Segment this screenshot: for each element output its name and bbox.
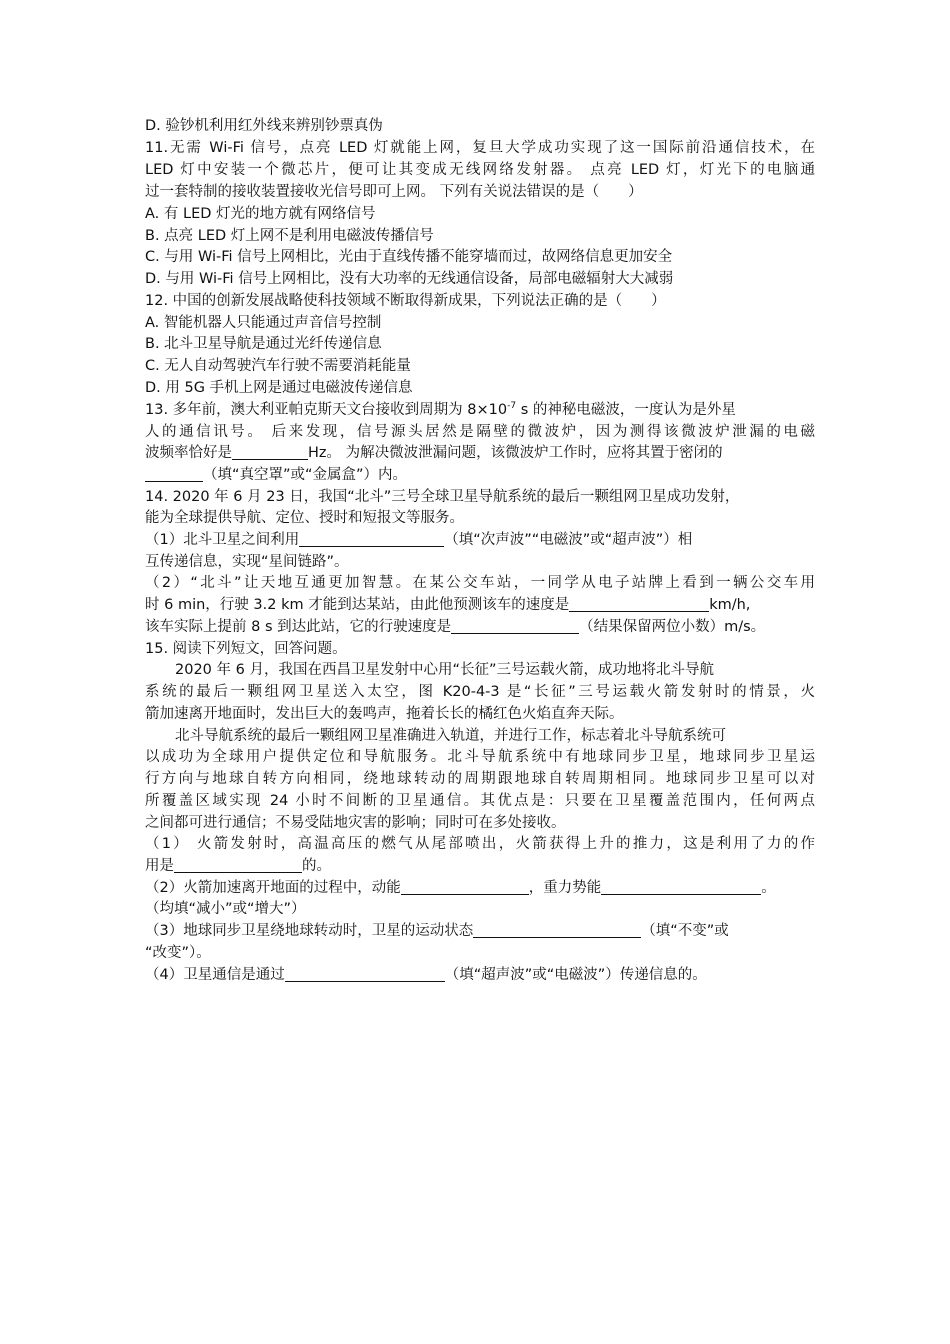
q15-sub-1-line-1: （1） 火箭发射时，高温高压的燃气从尾部喷出，火箭获得上升的推力，这是利用了力的作 <box>145 836 815 852</box>
q15-para-2-line-3: 行方向与地球自转方向相同，绕地球转动的周期跟地球自转周期相同。地球同步卫星可以对 <box>145 771 815 787</box>
q15-para-2-line-2: 以成功为全球用户提供定位和导航服务。北斗导航系统中有地球同步卫星，地球同步卫星运 <box>145 749 815 765</box>
q15-sub-4: （4）卫星通信是通过 （填“超声波”或“电磁波”）传递信息的。 <box>145 967 707 983</box>
q11-stem-line-3: 过一套特制的接收装置接收光信号即可上网。 下列有关说法错误的是（ ） <box>145 184 643 200</box>
answer-blank-kinetic-energy[interactable] <box>401 879 529 895</box>
answer-blank-force[interactable] <box>174 857 302 873</box>
q15-para-1-line-2: 系统的最后一颗组网卫星送入太空，图 K20-4-3 是“长征”三号运载火箭发射时的情景，火 <box>145 684 815 700</box>
q11-option-c: C. 与用 Wi-Fi 信号上网相比，光由于直线传播不能穿墙而过，故网络信息更加安全 <box>145 249 673 265</box>
q14-part-2-line-3: 该车实际上提前 8 s 到达此站，它的行驶速度是 （结果保留两位小数）m/s。 <box>145 619 766 635</box>
q12-option-b: B. 北斗卫星导航是通过光纤传递信息 <box>145 336 382 352</box>
q14-line-2: 能为全球提供导航、定位、授时和短报文等服务。 <box>145 510 464 526</box>
q11-stem-line-1: 11.无需 Wi-Fi 信号，点亮 LED 灯就能上网，复旦大学成功实现了这一国际前沿通信技术，在 <box>145 140 815 156</box>
q11-option-d: D. 与用 Wi-Fi 信号上网相比，没有大功率的无线通信设备，局部电磁辐射大大减弱 <box>145 271 674 287</box>
q15-sub-2-note: （均填“减小”或“增大”） <box>145 901 306 917</box>
q15-para-1-line-1: 2020 年 6 月，我国在西昌卫星发射中心用“长征”三号运载火箭，成功地将北斗导航 <box>175 662 714 678</box>
answer-blank-motion-state[interactable] <box>473 922 641 938</box>
answer-blank-potential-energy[interactable] <box>601 879 761 895</box>
exponent: -7 <box>507 401 517 411</box>
q11-stem-line-2: LED 灯中安装一个微芯片，便可让其变成无线网络发射器。 点亮 LED 灯，灯光下的电脑通 <box>145 162 815 178</box>
q15-stem: 15. 阅读下列短文，回答问题。 <box>145 641 347 657</box>
q14-part-2-line-2: 时 6 min，行驶 3.2 km 才能到达某站，由此他预测该车的速度是 km/h, <box>145 597 751 613</box>
q13-line-2: 人的通信讯号。 后来发现，信号源头居然是隔壁的微波炉，因为测得该微波炉泄漏的电磁 <box>145 424 815 440</box>
q15-para-2-line-1: 北斗导航系统的最后一颗组网卫星准确进入轨道，并进行工作，标志着北斗导航系统可 <box>175 728 726 744</box>
answer-blank-predicted-speed[interactable] <box>569 596 709 612</box>
q14-part-2-line-1: （2）“北斗”让天地互通更加智慧。在某公交车站，一同学从电子站牌上看到一辆公交车用 <box>145 575 815 591</box>
q13-line-4: （填“真空罩”或“金属盒”）内。 <box>145 465 815 487</box>
q11-option-a: A. 有 LED 灯光的地方就有网络信号 <box>145 206 376 222</box>
q10-option-d: D. 验钞机利用红外线来辨别钞票真伪 <box>145 118 383 134</box>
q15-sub-3-line-2: “改变”）。 <box>145 945 211 961</box>
q14-line-1: 14. 2020 年 6 月 23 日，我国“北斗”三号全球卫星导航系统的最后一颗组网卫星成功发射， <box>145 489 740 505</box>
q13-line-1: 13. 多年前，澳大利亚帕克斯天文台接收到周期为 $8\times 10^{-7}$ s 的神秘电磁波，一度认为是外星 <box>145 401 736 418</box>
q15-sub-2-line-1: （2）火箭加速离开地面的过程中，动能 ，重力势能 。 <box>145 880 776 896</box>
q14-part-1-cont: 互传递信息，实现“星间链路”。 <box>145 554 349 570</box>
q11-option-b: B. 点亮 LED 灯上网不是利用电磁波传播信号 <box>145 228 434 244</box>
q15-para-1-line-3: 箭加速离开地面时，发出巨大的轰鸣声，拖着长长的橘红色火焰直奔天际。 <box>145 706 624 722</box>
q15-para-2-line-4: 所覆盖区域实现 24 小时不间断的卫星通信。其优点是：只要在卫星覆盖范围内，任何两点 <box>145 793 815 809</box>
q12-stem: 12. 中国的创新发展战略使科技领域不断取得新成果，下列说法正确的是（ ） <box>145 293 666 309</box>
q12-option-c: C. 无人自动驾驶汽车行驶不需要消耗能量 <box>145 358 411 374</box>
answer-blank-frequency[interactable] <box>232 444 308 460</box>
q12-option-d: D. 用 5G 手机上网是通过电磁波传递信息 <box>145 380 413 396</box>
q15-para-2-line-5: 之间都可进行通信；不易受陆地灾害的影响；同时可在多处接收。 <box>145 815 566 831</box>
answer-blank-signal-type[interactable] <box>285 966 445 982</box>
q14-part-1: （1）北斗卫星之间利用 （填“次声波”“电磁波”或“超声波”）相 <box>145 532 693 548</box>
q15-sub-1-line-2: 用是 的。 <box>145 858 331 874</box>
answer-blank-container[interactable] <box>145 466 203 482</box>
q15-sub-3-line-1: （3）地球同步卫星绕地球转动时，卫星的运动状态 （填“不变”或 <box>145 923 729 939</box>
q13-line-3: 波频率恰好是 Hz。 为解决微波泄漏问题，该微波炉工作时，应将其置于密闭的 <box>145 445 723 461</box>
answer-blank-wave-type[interactable] <box>299 531 444 547</box>
q12-option-a: A. 智能机器人只能通过声音信号控制 <box>145 315 382 331</box>
answer-blank-actual-speed[interactable] <box>451 618 579 634</box>
